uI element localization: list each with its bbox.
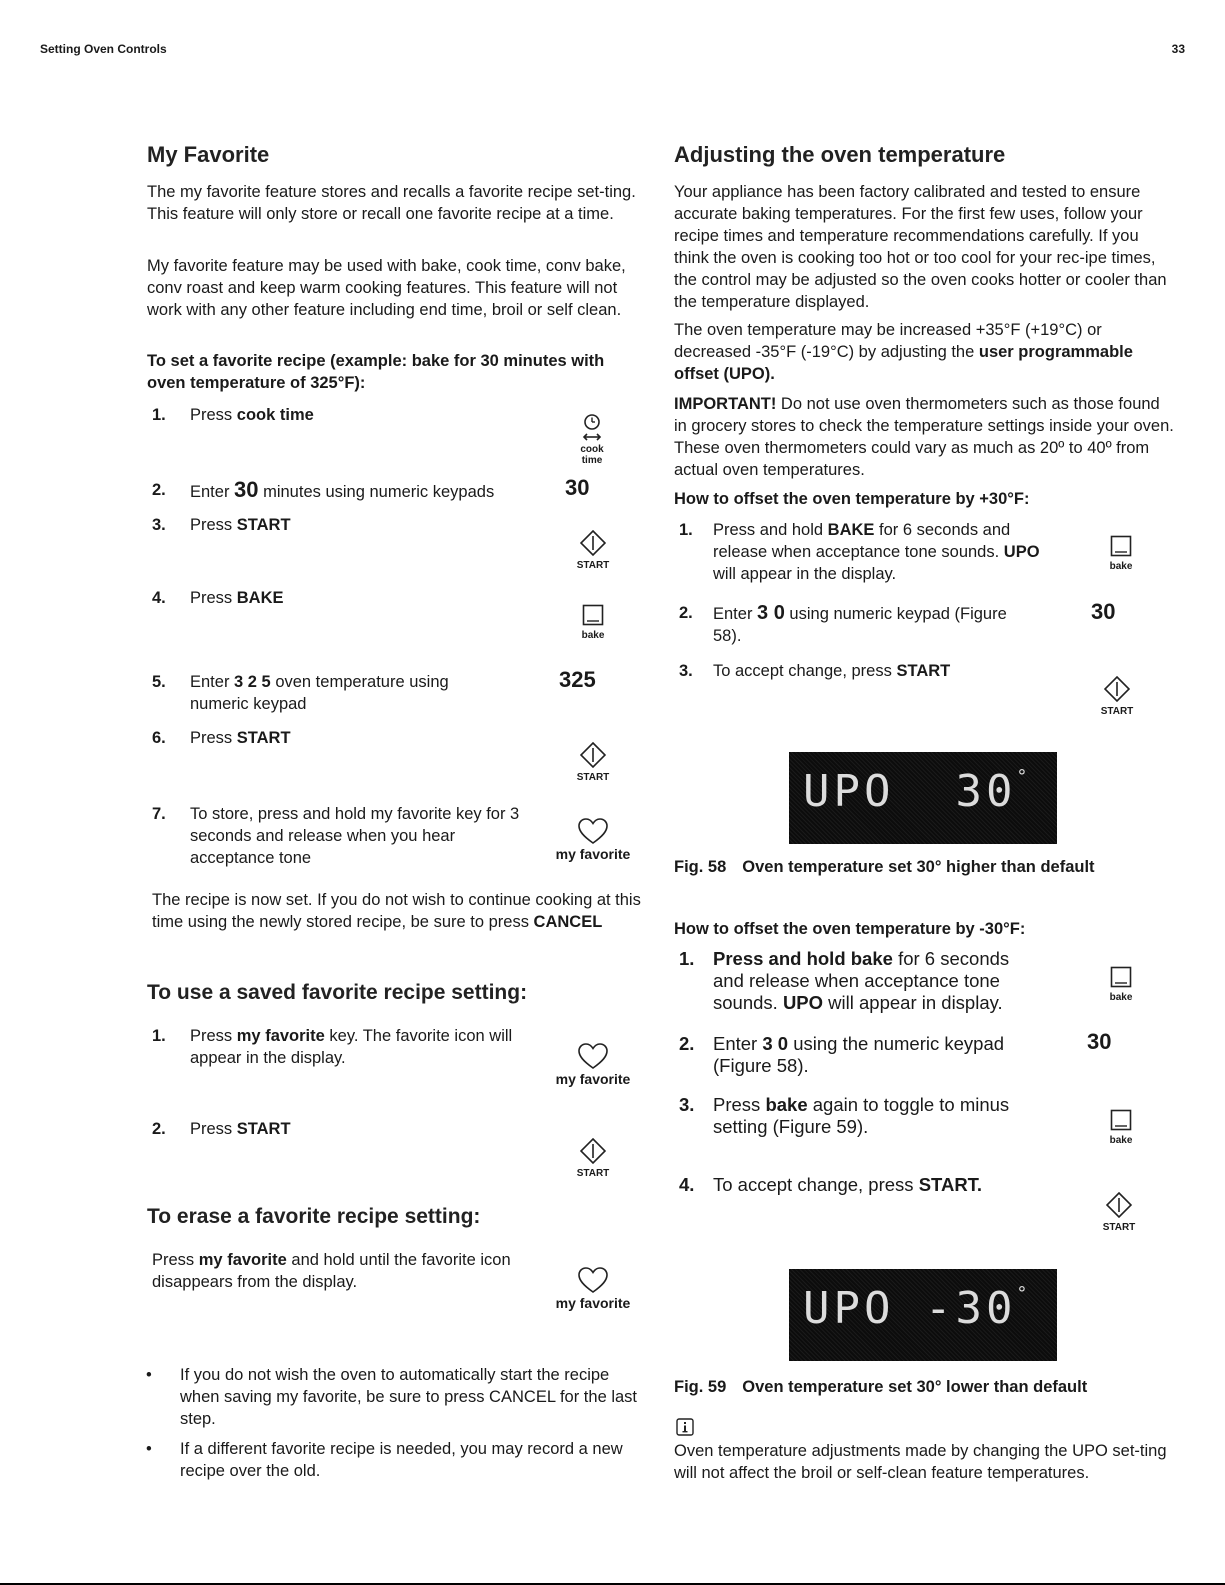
- section-header: Setting Oven Controls: [40, 42, 167, 56]
- upo-note: Oven temperature adjustments made by changing the UPO set-ting will not affect the broil or self-clean feature temperatures.: [674, 1442, 1167, 1482]
- intro-paragraph-2: My favorite feature may be used with bake, cook time, conv bake, conv roast and keep warm cooking features. This feature will not work with any other feature including end time, broil or self clean.: [147, 257, 626, 319]
- bake-icon: [1110, 966, 1132, 988]
- bake-icon: [1110, 535, 1132, 557]
- value-325-display: 325: [559, 667, 596, 692]
- start-key[interactable]: START: [568, 1138, 618, 1179]
- start-icon: [1104, 676, 1130, 702]
- step-number: 1.: [152, 406, 166, 424]
- oven-display-fig58: UPO 30°: [789, 752, 1057, 844]
- figure-58-caption: Fig. 58 Oven temperature set 30° higher than default: [674, 858, 1095, 876]
- erase-instruction: Press my favorite and hold until the favorite icon disappears from the display.: [152, 1251, 511, 1291]
- adjust-intro-1: Your appliance has been factory calibrated and tested to ensure accurate baking temperatures. For the first few uses, follow your recipe times and temperature recommendations carefully. If you think the oven is cooking too hot or too cool for your rec-ipe times, the control may be adjusted so the oven cooks hotter or cooler than the temperature displayed.: [674, 183, 1167, 311]
- plus-offset-heading: How to offset the oven temperature by +30°F:: [674, 490, 1030, 508]
- info-icon: [676, 1418, 694, 1436]
- heart-icon: [577, 817, 609, 845]
- figure-59-caption: Fig. 59 Oven temperature set 30° lower than default: [674, 1378, 1088, 1396]
- recipe-set-note: The recipe is now set. If you do not wish to continue cooking at this time using the newly stored recipe, be sure to press CANCEL: [152, 891, 641, 931]
- my-favorite-key[interactable]: [548, 817, 638, 860]
- start-icon: [1106, 1192, 1132, 1218]
- erase-recipe-heading: To erase a favorite recipe setting:: [147, 1205, 481, 1228]
- my-favorite-key[interactable]: my favorite: [548, 1266, 638, 1309]
- bake-key[interactable]: [568, 604, 618, 641]
- important-note: IMPORTANT! Do not use oven thermometers such as those found in grocery stores to check the temperature settings inside your oven. These oven thermometers could vary as much as 20º to 40º from actual oven temperatures.: [674, 395, 1174, 479]
- use-recipe-heading: To use a saved favorite recipe setting:: [147, 981, 528, 1004]
- page-number: 33: [1171, 42, 1185, 56]
- adjust-temp-title: Adjusting the oven temperature: [674, 142, 1006, 167]
- cook-time-icon: [580, 412, 604, 444]
- adjust-intro-2: The oven temperature may be increased +35°F (+19°C) or decreased -35°F (-19°C) by adjusting the user programmable offset (UPO).: [674, 321, 1133, 383]
- start-key[interactable]: START: [1092, 676, 1142, 717]
- minus-offset-heading: How to offset the oven temperature by -30°F:: [674, 920, 1026, 938]
- start-key-label: START: [576, 560, 610, 571]
- start-key[interactable]: START: [1094, 1192, 1144, 1233]
- start-icon: [580, 1138, 606, 1164]
- intro-paragraph-1: The my favorite feature stores and recalls a favorite recipe set-ting. This feature will only store or recall one favorite recipe at a time.: [147, 183, 636, 223]
- bake-icon: [582, 604, 604, 626]
- cook-time-key[interactable]: [568, 412, 616, 466]
- start-icon: [580, 530, 606, 556]
- bake-key[interactable]: bake: [1096, 966, 1146, 1003]
- start-key[interactable]: [568, 530, 618, 571]
- bake-key-label: bake: [581, 630, 605, 641]
- value-30-display: 30: [1091, 599, 1116, 624]
- my-favorite-key[interactable]: my favorite: [548, 1042, 638, 1085]
- bake-icon: [1110, 1109, 1132, 1131]
- value-30-display: 30: [565, 475, 590, 500]
- oven-display-fig59: UPO -30°: [789, 1269, 1057, 1361]
- cook-time-key-label: cook time: [580, 444, 604, 466]
- my-favorite-key-label: my favorite: [555, 846, 631, 862]
- heart-icon: [577, 1266, 609, 1294]
- bake-key[interactable]: bake: [1096, 535, 1146, 572]
- set-recipe-heading: To set a favorite recipe (example: bake for 30 minutes with oven temperature of 325°F):: [147, 352, 605, 392]
- start-icon: [580, 742, 606, 768]
- value-30-display: 30: [1087, 1029, 1112, 1054]
- heart-icon: [577, 1042, 609, 1070]
- bake-key[interactable]: bake: [1096, 1109, 1146, 1146]
- my-favorite-title: My Favorite: [147, 142, 270, 167]
- start-key[interactable]: START: [568, 742, 618, 783]
